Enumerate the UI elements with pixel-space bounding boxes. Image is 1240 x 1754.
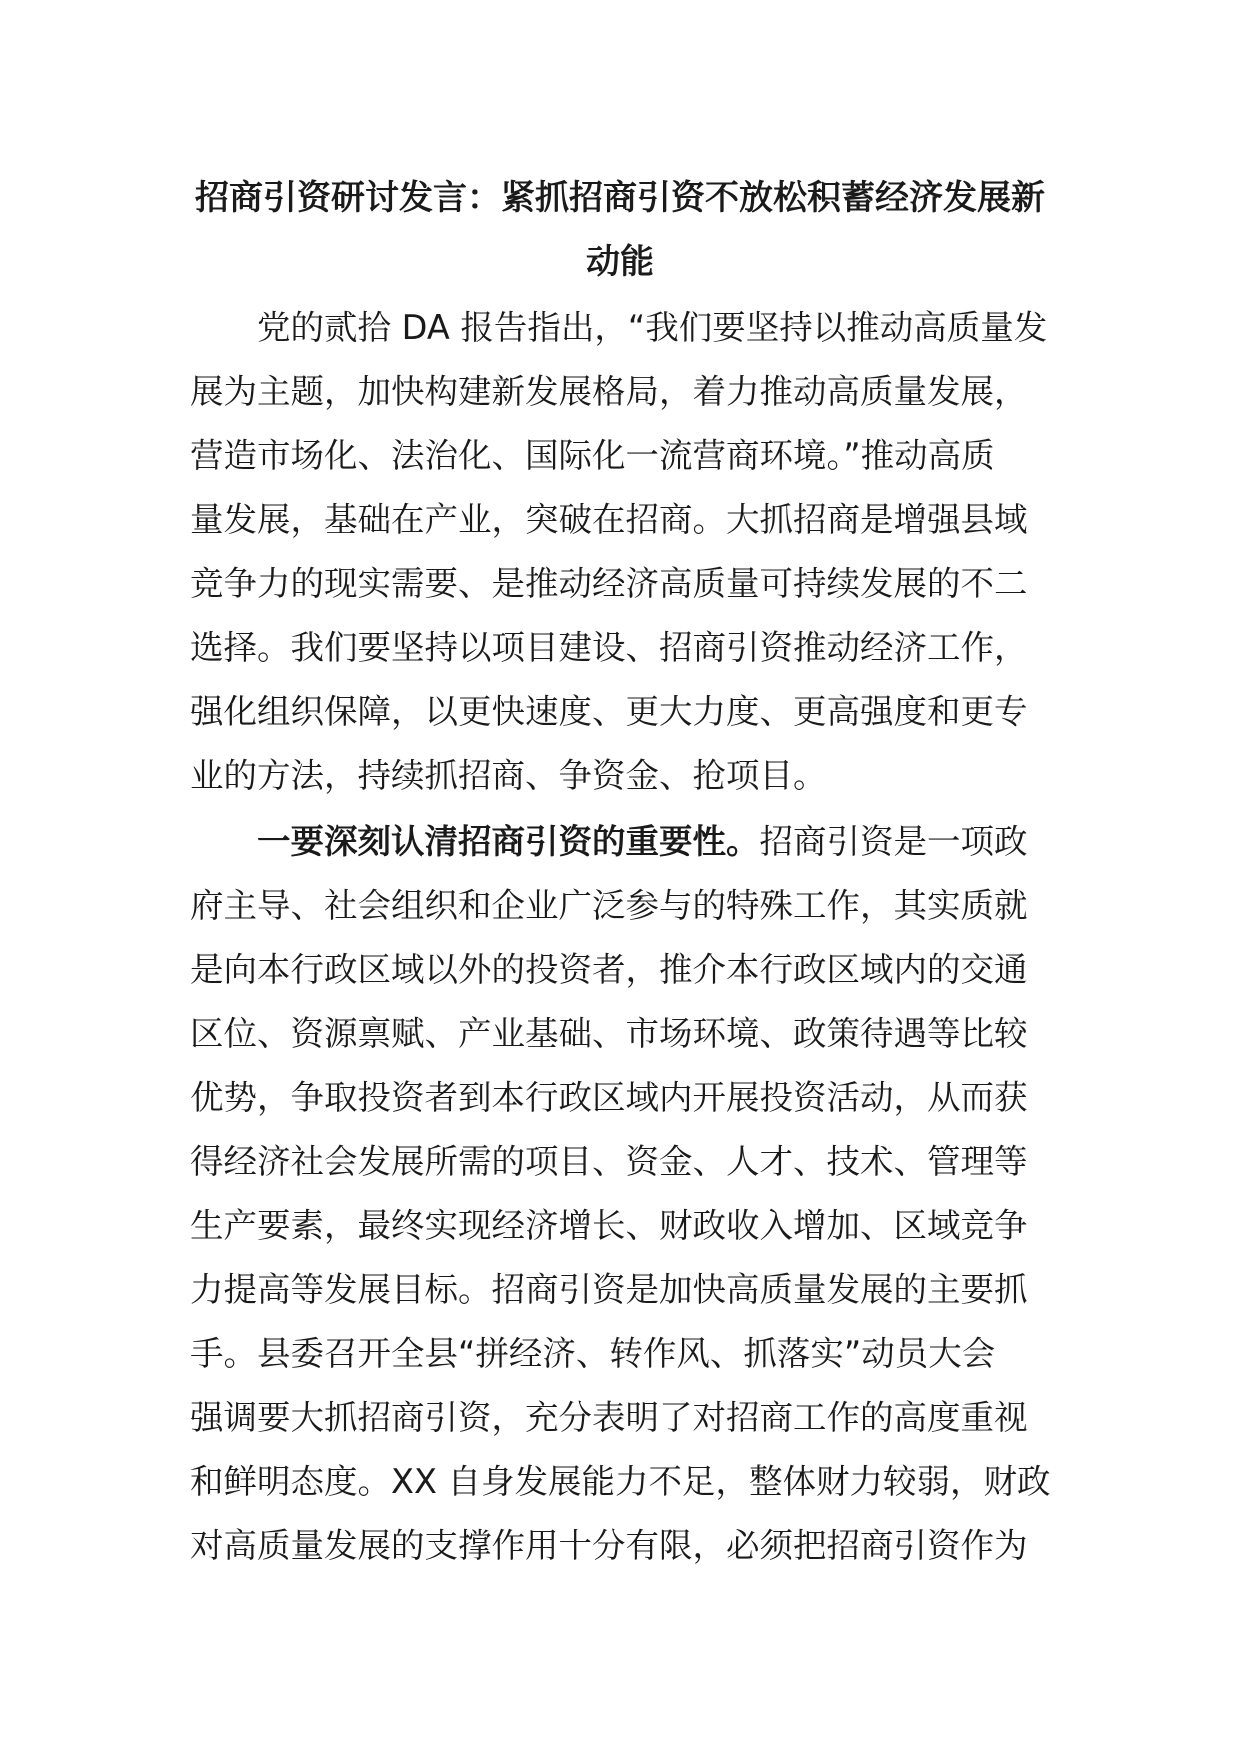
paragraph-2-line: 和鲜明态度。XX 自身发展能力不足，整体财力较弱，财政 [190, 1462, 1051, 1501]
paragraph-2-line: 区位、资源禀赋、产业基础、市场环境、政策待遇等比较 [190, 1014, 1028, 1053]
paragraph-1-line: 量发展，基础在产业，突破在招商。大抓招商是增强县域 [190, 500, 1028, 539]
paragraph-2-line: 对高质量发展的支撑作用十分有限，必须把招商引资作为 [190, 1526, 1028, 1565]
paragraph-2-line: 得经济社会发展所需的项目、资金、人才、技术、管理等 [190, 1142, 1028, 1181]
document-title-line-1: 招商引资研讨发言：紧抓招商引资不放松积蓄经济发展新 [195, 178, 1045, 218]
paragraph-2-line: 强调要大抓招商引资，充分表明了对招商工作的高度重视 [190, 1398, 1028, 1437]
paragraph-1-line: 业的方法，持续抓招商、争资金、抢项目。 [190, 756, 827, 795]
paragraph-2-first-line [257, 822, 1052, 862]
paragraph-2-line: 手。县委召开全县“拼经济、转作风、抓落实”动员大会 [190, 1334, 996, 1373]
paragraph-1-line: 展为主题，加快构建新发展格局，着力推动高质量发展， [190, 372, 1028, 411]
paragraph-2-heading: 一要深刻认清招商引资的重要性。 [257, 822, 760, 861]
paragraph-1-line: 选择。我们要坚持以项目建设、招商引资推动经济工作， [190, 628, 1028, 667]
paragraph-2-first-line-text: 招商引资是一项政 [759, 822, 1028, 861]
paragraph-2-line: 府主导、社会组织和企业广泛参与的特殊工作，其实质就 [190, 886, 1028, 925]
paragraph-1-line: 营造市场化、法治化、国际化一流营商环境。”推动高质 [190, 436, 995, 475]
paragraph-1-line: 竞争力的现实需要、是推动经济高质量可持续发展的不二 [190, 564, 1028, 603]
paragraph-2-line: 是向本行政区域以外的投资者，推介本行政区域内的交通 [190, 950, 1028, 989]
paragraph-2-line: 优势，争取投资者到本行政区域内开展投资活动，从而获 [190, 1078, 1028, 1117]
paragraph-2-line: 生产要素，最终实现经济增长、财政收入增加、区域竞争 [190, 1206, 1028, 1245]
document-title-line-2: 动能 [586, 242, 654, 282]
paragraph-1-line: 强化组织保障，以更快速度、更大力度、更高强度和更专 [190, 692, 1028, 731]
paragraph-2-line: 力提高等发展目标。招商引资是加快高质量发展的主要抓 [190, 1270, 1028, 1309]
paragraph-1-line: 党的贰拾 DA 报告指出，“我们要坚持以推动高质量发 [257, 308, 1048, 347]
